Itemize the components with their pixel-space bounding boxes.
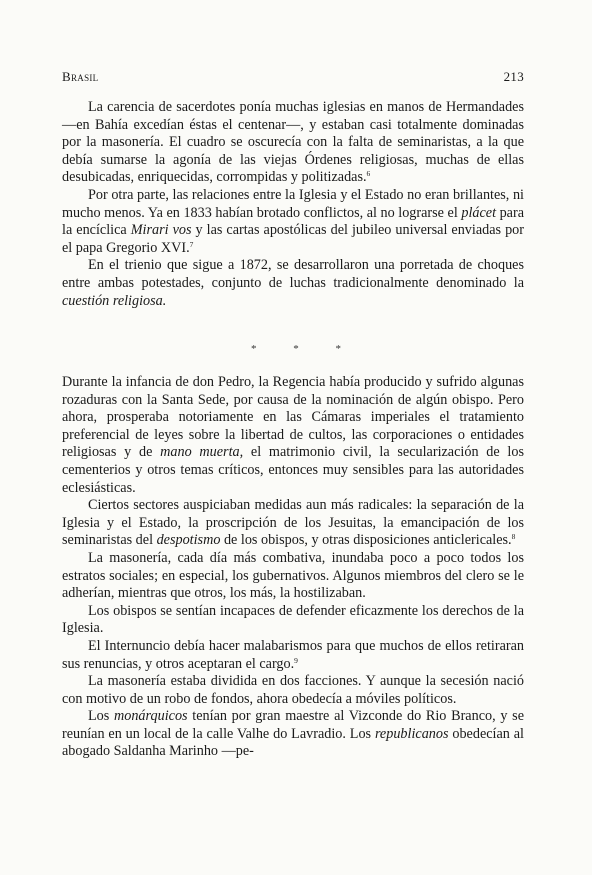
- footnote-ref: 9: [294, 655, 298, 665]
- text-run: Los: [88, 708, 114, 725]
- italic-text: monárquicos: [114, 708, 188, 725]
- paragraph: [62, 603, 524, 638]
- paragraph: [62, 257, 524, 310]
- italic-text: despotismo: [156, 532, 221, 549]
- section-2-text: [62, 374, 524, 761]
- running-head: Brasil: [62, 69, 99, 84]
- text-run: y las cartas apostólicas del jubileo universal enviadas por el papa Gregorio XVI.: [62, 222, 524, 256]
- text-run: para la encíclica: [62, 204, 524, 239]
- section-1-text: [62, 99, 524, 310]
- text-run: el matrimonio civil, la secularización de los cementerios y otros temas críticos, entonces muy sensibles para las autoridades eclesiásticas.: [62, 444, 524, 496]
- footnote-ref: 6: [366, 169, 371, 179]
- paragraph: [62, 187, 524, 257]
- paragraph: [62, 374, 524, 497]
- paragraph: [62, 708, 524, 761]
- text-run: de los obispos, y otras disposiciones anticlericales.: [220, 532, 512, 549]
- italic-text: Mirari vos: [130, 222, 192, 239]
- footnote-ref: 7: [189, 239, 194, 249]
- text-run: Los obispos se sentían incapaces de defender eficazmente los derechos de la Iglesia.: [62, 602, 524, 637]
- text-run: Durante la infancia de don Pedro, la Regencia había producido y sufrido algunas rozaduras con la Santa Sede, por causa de la nominación de algún obispo. Pero ahora, prosperaba notoriamente en las Cámaras imperiales el tratamiento preferencial de leyes sobre la libertad de cultos, las corporaciones o entidades religiosas y de: [62, 374, 524, 461]
- text-run: La masonería, cada día más combativa, inundaba poco a poco todos los estratos sociales; en especial, los gubernativos. Algunos miembros del clero se le adherían, mientras que otros, los más, la hostilizaban.: [62, 549, 524, 602]
- paragraph: [62, 550, 524, 603]
- italic-text: cuestión religiosa.: [62, 292, 167, 309]
- text-run: obedecían al abogado Saldanha Marinho —pe-: [62, 725, 524, 760]
- italic-text: republicanos: [374, 725, 449, 742]
- italic-text: mano muerta,: [160, 444, 244, 461]
- text-run: En el trienio que sigue a 1872, se desarrollaron una porretada de choques entre ambas potestades, conjunto de luchas tradicionalmente denominado la: [62, 257, 524, 291]
- paragraph: [62, 497, 524, 550]
- paragraph: [62, 638, 524, 673]
- text-run: La carencia de sacerdotes ponía muchas iglesias en manos de Hermandades —en Bahía excedían éstas el centenar—, y estaban casi totalmente dominadas por la masonería. El cuadro se oscurecía con la falta de seminaristas, a la que debía sumarse la agonía de las viejas Órdenes religiosas, muchas de ellas desubicadas, enriquecidas, corrompidas y politizadas.: [62, 99, 524, 186]
- text-run: La masonería estaba dividida en dos facciones. Y aunque la secesión nació con motivo de un robo de fondos, ahora obedecía a móviles políticos.: [62, 673, 524, 707]
- text-run: El Internuncio debía hacer malabarismos para que muchos de ellos retiraran sus renuncias, y otros aceptaran el cargo.: [62, 637, 524, 672]
- footnote-ref: 8: [511, 532, 516, 542]
- text-run: Ciertos sectores auspiciaban medidas aun más radicales: la separación de la Iglesia y el Estado, la proscripción de los Jesuitas, la emancipación de los seminaristas del: [62, 497, 524, 549]
- section-separator: * * *: [251, 343, 341, 355]
- paragraph: [62, 99, 524, 187]
- page-header: [62, 69, 524, 85]
- text-run: Por otra parte, las relaciones entre la Iglesia y el Estado no eran brillantes, ni mucho menos. Ya en 1833 habían brotado conflictos, al no lograrse el: [62, 186, 524, 221]
- page-number: 213: [503, 69, 524, 84]
- italic-text: plácet: [461, 204, 497, 221]
- paragraph: [62, 673, 524, 708]
- text-run: tenían por gran maestre al Vizconde do Rio Branco, y se reunían en un local de la calle Valhe do Lavradio. Los: [62, 708, 524, 742]
